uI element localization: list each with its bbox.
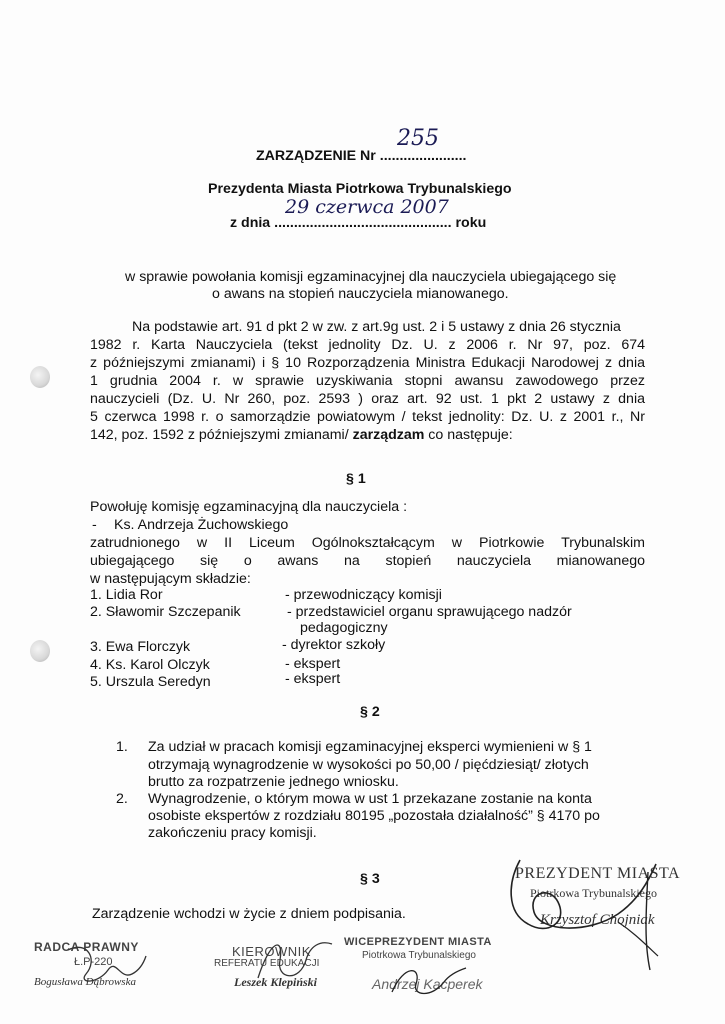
item-number: 2. <box>116 791 128 807</box>
mayor-stamp-name: Krzysztof Chojniak <box>540 912 655 928</box>
issuer-line: Prezydenta Miasta Piotrkowa Trybunalskiego <box>208 181 512 197</box>
legal-stamp-title: RADCA PRAWNY <box>34 940 139 954</box>
member-role: - ekspert <box>285 671 341 687</box>
member-name: 5. Urszula Seredyn <box>90 674 211 690</box>
ordinance-number-handwritten: 255 <box>397 126 439 151</box>
member-name: 1. Lidia Ror <box>90 587 163 603</box>
member-role: - przewodniczący komisji <box>285 587 442 603</box>
preamble-line: 1 grudnia 2004 r. w sprawie uzyskiwania stopni awansu zawodowego przez <box>90 373 645 389</box>
subject-line-1: w sprawie powołania komisji egzaminacyjnej dla nauczyciela ubiegającego się <box>125 269 617 285</box>
education-stamp-unit: REFERATU EDUKACJI <box>214 958 320 969</box>
item-number: 1. <box>116 739 128 755</box>
section-3-text: Zarządzenie wchodzi w życie z dniem podpisania. <box>92 906 406 922</box>
member-name: 4. Ks. Karol Olczyk <box>90 657 210 673</box>
member-name: 3. Ewa Florczyk <box>90 639 191 655</box>
teacher-name: Ks. Andrzeja Żuchowskiego <box>114 517 289 533</box>
mayor-stamp-city: Piotrkowa Trybunalskiego <box>530 886 658 900</box>
section-1-intro: Powołuję komisję egzaminacyjną dla nauczyciela : <box>90 499 408 515</box>
subject-line-2: o awans na stopień nauczyciela mianowanego. <box>212 286 509 302</box>
preamble-line: nauczycieli (Dz. U. Nr 260, poz. 2593 ) oraz art. 92 ust. 1 pkt 2 ustawy z dnia <box>90 391 645 407</box>
vice-stamp-name: Andrzej Kacperek <box>372 976 483 992</box>
member-role: - przedstawiciel organu sprawującego nadzór <box>287 604 572 620</box>
member-name: 2. Sławomir Szczepanik <box>90 604 241 620</box>
education-stamp-name: Leszek Klepiński <box>234 975 317 989</box>
member-role-continued: pedagogiczny <box>300 620 388 636</box>
member-role: - ekspert <box>285 656 341 672</box>
education-signature <box>250 930 340 990</box>
date-line: z dnia ............................................. roku <box>230 215 487 231</box>
legal-signature <box>58 940 148 990</box>
employment-line: ubiegającego się o awans na stopień nauczyciela mianowanego <box>90 553 645 569</box>
legal-stamp-name: Bogusława Dąbrowska <box>34 976 136 988</box>
item-2-line: osobiste ekspertów z rozdziału 80195 „pozostała działalność” § 4170 po <box>148 808 600 824</box>
legal-stamp-number: Ł.P-220 <box>74 956 113 968</box>
preamble-line: 1982 r. Karta Nauczyciela (tekst jednolity Dz. U. z 2006 r. Nr 97, poz. 674 <box>90 337 645 353</box>
member-role: - dyrektor szkoły <box>282 637 386 653</box>
section-3-heading: § 3 <box>360 871 380 887</box>
preamble-line: 5 czerwca 1998 r. o samorządzie powiatowym / tekst jednolity: Dz. U. z 2001 r., Nr <box>90 409 645 425</box>
vice-stamp-city: Piotrkowa Trybunalskiego <box>362 950 476 961</box>
item-2-line: zakończeniu pracy komisji. <box>148 825 317 841</box>
section-1-heading: § 1 <box>346 471 366 487</box>
date-handwritten: 29 czerwca 2007 <box>285 196 449 218</box>
item-2-line: Wynagrodzenie, o którym mowa w ust 1 przekazane zostanie na konta <box>148 791 592 807</box>
preamble-line: z późniejszymi zmianami) i § 10 Rozporządzenia Ministra Edukacji Narodowej z dnia <box>90 355 645 371</box>
preamble-line: Na podstawie art. 91 d pkt 2 w zw. z art.9g ust. 2 i 5 ustawy z dnia 26 stycznia <box>132 319 621 335</box>
teacher-dash: - <box>92 517 97 533</box>
vice-stamp-title: WICEPREZYDENT MIASTA <box>344 936 492 948</box>
mayor-stamp-title: PREZYDENT MIASTA <box>515 865 681 882</box>
education-stamp-title: KIEROWNIK <box>232 944 311 959</box>
decree-word: zarządzam <box>352 427 425 443</box>
preamble-last-line: 142, poz. 1592 z późniejszymi zmianami/ zarządzam co następuje: <box>90 427 513 443</box>
item-1-line: brutto za rozpatrzenie jednego wniosku. <box>148 774 399 790</box>
punch-hole <box>30 366 50 388</box>
punch-hole <box>30 640 50 662</box>
item-1-line: Za udział w pracach komisji egzaminacyjnej eksperci wymienieni w § 1 <box>148 739 592 755</box>
ordinance-title: ZARZĄDZENIE Nr ...................... <box>256 148 467 164</box>
employment-line: zatrudnionego w II Liceum Ogólnokształcącym w Piotrkowie Trybunalskim <box>90 535 645 551</box>
section-2-heading: § 2 <box>360 704 380 720</box>
vice-signature <box>388 962 468 1002</box>
composition-intro: w następującym składzie: <box>90 571 251 587</box>
mayor-signature <box>498 852 698 980</box>
item-1-line: otrzymają wynagrodzenie w wysokości po 50,00 / pięćdziesiąt/ złotych <box>148 757 589 773</box>
